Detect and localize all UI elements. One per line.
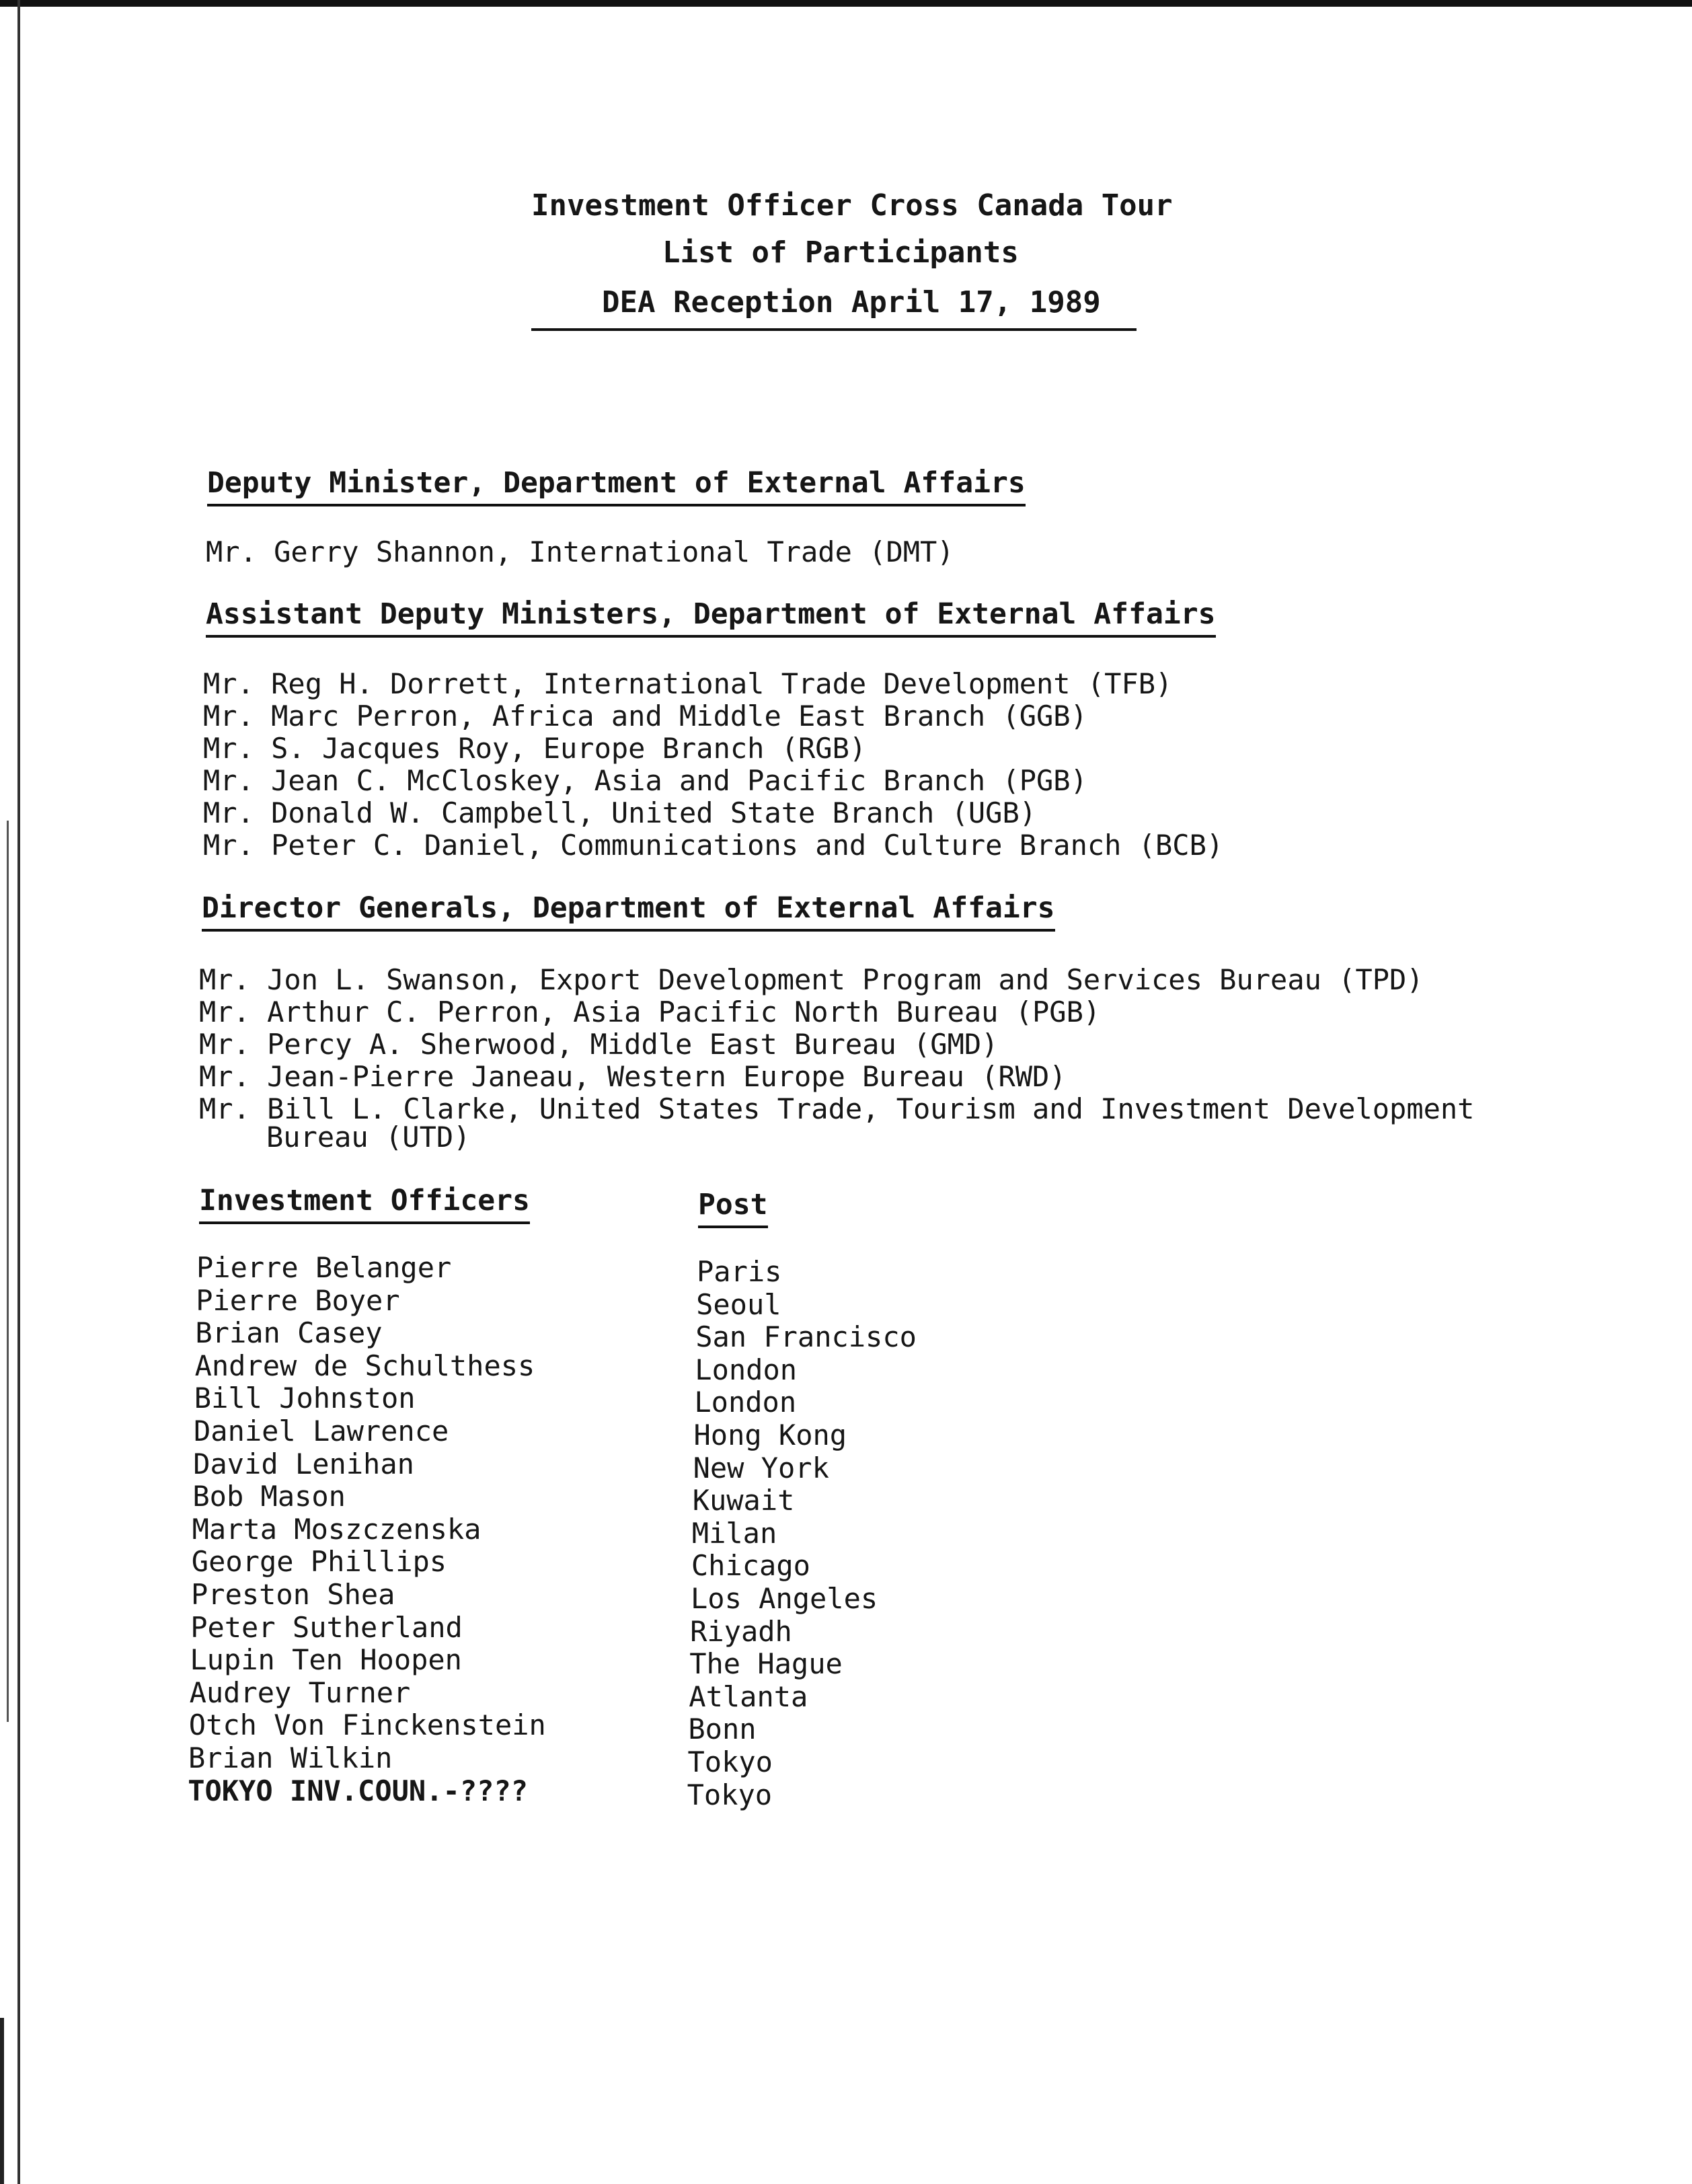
scan-top-edge (0, 0, 1692, 7)
investment-officer-name: Brian Casey (195, 1316, 383, 1350)
dg-entry: Mr. Jean-Pierre Janeau, Western Europe Bureau (RWD) (199, 1060, 1067, 1093)
adm-entry: Mr. Reg H. Dorrett, International Trade Development (TFB) (203, 667, 1173, 700)
investment-officer-name: George Phillips (191, 1545, 447, 1579)
section-heading-investment-officers: Investment Officers (199, 1184, 530, 1224)
title-line-3: DEA Reception April 17, 1989 (602, 285, 1101, 319)
investment-officer-name: Marta Moszczenska (192, 1512, 482, 1546)
investment-officer-post: Paris (697, 1255, 782, 1288)
adm-entry: Mr. Jean C. McCloskey, Asia and Pacific Branch (PGB) (203, 764, 1087, 797)
investment-officer-name: Preston Shea (191, 1578, 395, 1611)
investment-officer-name: Lupin Ten Hoopen (190, 1643, 462, 1677)
section-heading-director-generals: Director Generals, Department of External Affairs (202, 891, 1055, 932)
investment-officer-name: Pierre Boyer (196, 1283, 400, 1317)
investment-officer-post: London (695, 1353, 798, 1386)
title-underline (531, 328, 1137, 331)
section-heading-post: Post (698, 1188, 768, 1228)
scan-left-edge (17, 0, 20, 2184)
scan-left-edge-mark (7, 821, 9, 1722)
dg-entry-continuation: Bureau (UTD) (266, 1121, 471, 1154)
deputy-minister-entry: Mr. Gerry Shannon, International Trade (DMT) (206, 535, 954, 568)
investment-officer-name: TOKYO INV.COUN.-???? (188, 1774, 528, 1807)
title-line-2: List of Participants (662, 235, 1019, 270)
investment-officer-name: Brian Wilkin (188, 1741, 393, 1774)
adm-entry: Mr. Marc Perron, Africa and Middle East Branch (GGB) (203, 700, 1087, 732)
dg-entry: Mr. Bill L. Clarke, United States Trade, Tourism and Investment Development (199, 1092, 1475, 1125)
investment-officer-name: Bob Mason (192, 1480, 346, 1513)
investment-officer-post: Riyadh (690, 1614, 792, 1648)
investment-officer-name: Pierre Belanger (196, 1251, 452, 1284)
adm-entry: Mr. Donald W. Campbell, United State Branch (UGB) (203, 796, 1037, 829)
investment-officer-post: San Francisco (695, 1320, 917, 1354)
investment-officer-post: Chicago (691, 1549, 810, 1583)
investment-officer-name: Andrew de Schulthess (194, 1349, 535, 1382)
investment-officer-post: Milan (691, 1516, 777, 1550)
investment-officer-post: Atlanta (689, 1680, 808, 1713)
dg-entry: Mr. Jon L. Swanson, Export Development Program and Services Bureau (TPD) (199, 963, 1424, 996)
investment-officer-name: David Lenihan (193, 1447, 414, 1480)
investment-officer-name: Daniel Lawrence (194, 1415, 449, 1447)
investment-officer-name: Audrey Turner (189, 1675, 411, 1709)
section-heading-assistant-deputy-ministers: Assistant Deputy Ministers, Department of External Affairs (206, 597, 1216, 638)
investment-officer-post: Tokyo (687, 1778, 773, 1811)
investment-officer-name: Otch Von Finckenstein (188, 1708, 546, 1742)
investment-officer-post: Tokyo (687, 1745, 773, 1778)
scan-bottom-left-mark (0, 2018, 4, 2184)
adm-entry: Mr. Peter C. Daniel, Communications and Culture Branch (BCB) (203, 829, 1224, 862)
investment-officer-post: Kuwait (692, 1484, 795, 1517)
investment-officer-post: Seoul (696, 1287, 781, 1321)
investment-officer-post: Hong Kong (693, 1419, 847, 1452)
investment-officer-post: New York (693, 1451, 829, 1484)
section-heading-deputy-minister: Deputy Minister, Department of External Affairs (207, 466, 1026, 506)
investment-officer-name: Peter Sutherland (190, 1610, 463, 1644)
investment-officer-post: Los Angeles (691, 1582, 878, 1615)
title-line-1: Investment Officer Cross Canada Tour (531, 188, 1173, 223)
dg-entry: Mr. Percy A. Sherwood, Middle East Bureau (GMD) (199, 1028, 999, 1061)
adm-entry: Mr. S. Jacques Roy, Europe Branch (RGB) (203, 732, 867, 765)
investment-officer-name: Bill Johnston (194, 1382, 416, 1415)
investment-officer-post: Bonn (688, 1712, 757, 1746)
dg-entry: Mr. Arthur C. Perron, Asia Pacific North Bureau (PGB) (199, 995, 1101, 1028)
investment-officer-post: The Hague (689, 1647, 843, 1681)
investment-officer-post: London (694, 1386, 797, 1419)
